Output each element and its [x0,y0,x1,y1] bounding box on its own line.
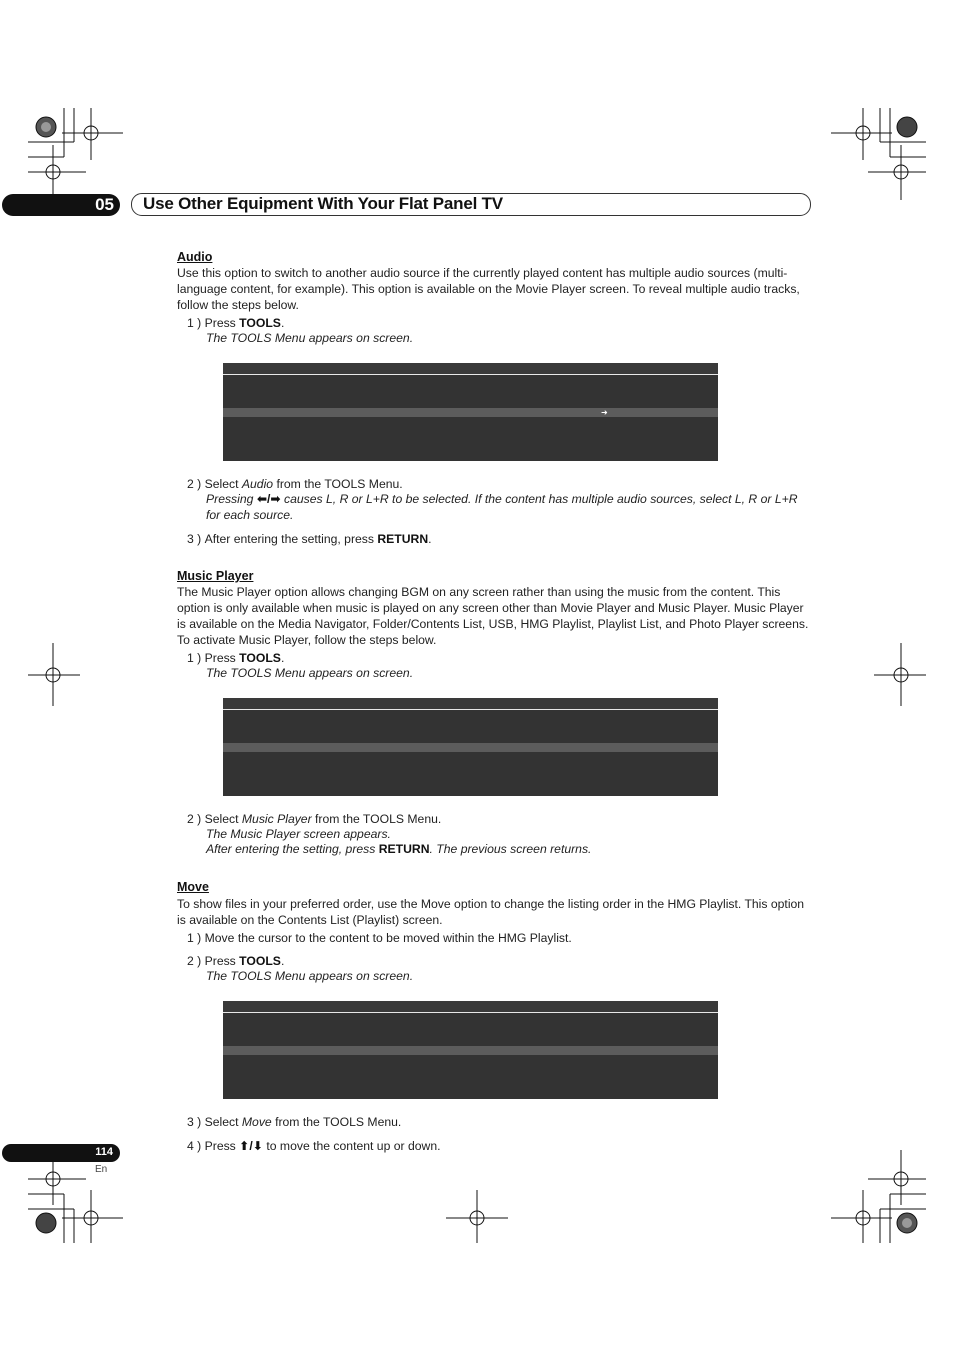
tools-menu-screenshot-move [223,1001,718,1099]
audio-step-3: 3 ) After entering the setting, press RETURN. [187,532,432,546]
tools-menu-screenshot-music-player [223,698,718,796]
music-player-heading: Music Player [177,569,254,583]
page-number: 114 [95,1146,113,1158]
tools-menu-highlight-row [223,743,718,752]
audio-step-2: 2 ) Select Audio from the TOOLS Menu. [187,477,403,491]
chapter-title: Use Other Equipment With Your Flat Panel TV [143,194,503,213]
audio-intro: Use this option to switch to another audio source if the currently played content has multiple audio sources (multi-language content, for example). This option is available on the Movie Player screen. To reveal multiple audio tracks, follow the steps below. [177,266,800,312]
audio-step-1-note: The TOOLS Menu appears on screen. [206,331,414,345]
left-right-arrow-icon: ⬅/➡ [256,492,281,506]
music-player-step-2: 2 ) Select Music Player from the TOOLS Menu. [187,812,442,826]
move-step-1: 1 ) Move the cursor to the content to be moved within the HMG Playlist. [187,931,572,945]
music-player-step-1: 1 ) Press TOOLS. [187,651,285,665]
audio-step-1: 1 ) Press TOOLS. [187,316,285,330]
move-intro: To show files in your preferred order, use the Move option to change the listing order in the HMG Playlist. This option is available on the Contents List (Playlist) screen. [177,897,805,927]
music-player-step-2-note-2: After entering the setting, press RETURN. The previous screen returns. [206,842,592,856]
music-player-step-1-note: The TOOLS Menu appears on screen. [206,666,414,680]
language-code: En [95,1164,108,1175]
tools-menu-highlight-row [223,408,718,417]
audio-step-2-note: Pressing ⬅/➡ causes L, R or L+R to be selected. If the content has multiple audio sources, select L, R or L+R for each source. [206,492,798,522]
audio-heading: Audio [177,250,213,264]
music-player-intro: The Music Player option allows changing BGM on any screen rather than using the music from the content. This option is only available when music is played on any screen other than Movie Player and Music Player. Music Player is available on the Media Navigator, Folder/Contents List, USB, HMG Playlist, Playlist List, and Photo Player screens. To activate Music Player, follow the steps below. [177,585,809,647]
move-step-4: 4 ) Press ⬆/⬇ to move the content up or down. [187,1139,441,1153]
right-arrow-icon: ➜ [601,408,608,417]
move-step-2-note: The TOOLS Menu appears on screen. [206,969,414,983]
chapter-title-box [131,193,811,216]
music-player-step-2-note-1: The Music Player screen appears. [206,827,391,841]
move-step-3: 3 ) Select Move from the TOOLS Menu. [187,1115,402,1129]
tools-menu-screenshot-audio [223,363,718,461]
move-step-2: 2 ) Press TOOLS. [187,954,285,968]
tools-menu-highlight-row [223,1046,718,1055]
move-heading: Move [177,880,209,894]
page-number-badge [2,1144,120,1162]
chapter-number: 05 [95,195,114,214]
chapter-number-badge [2,194,120,216]
up-down-arrow-icon: ⬆/⬇ [239,1139,263,1153]
